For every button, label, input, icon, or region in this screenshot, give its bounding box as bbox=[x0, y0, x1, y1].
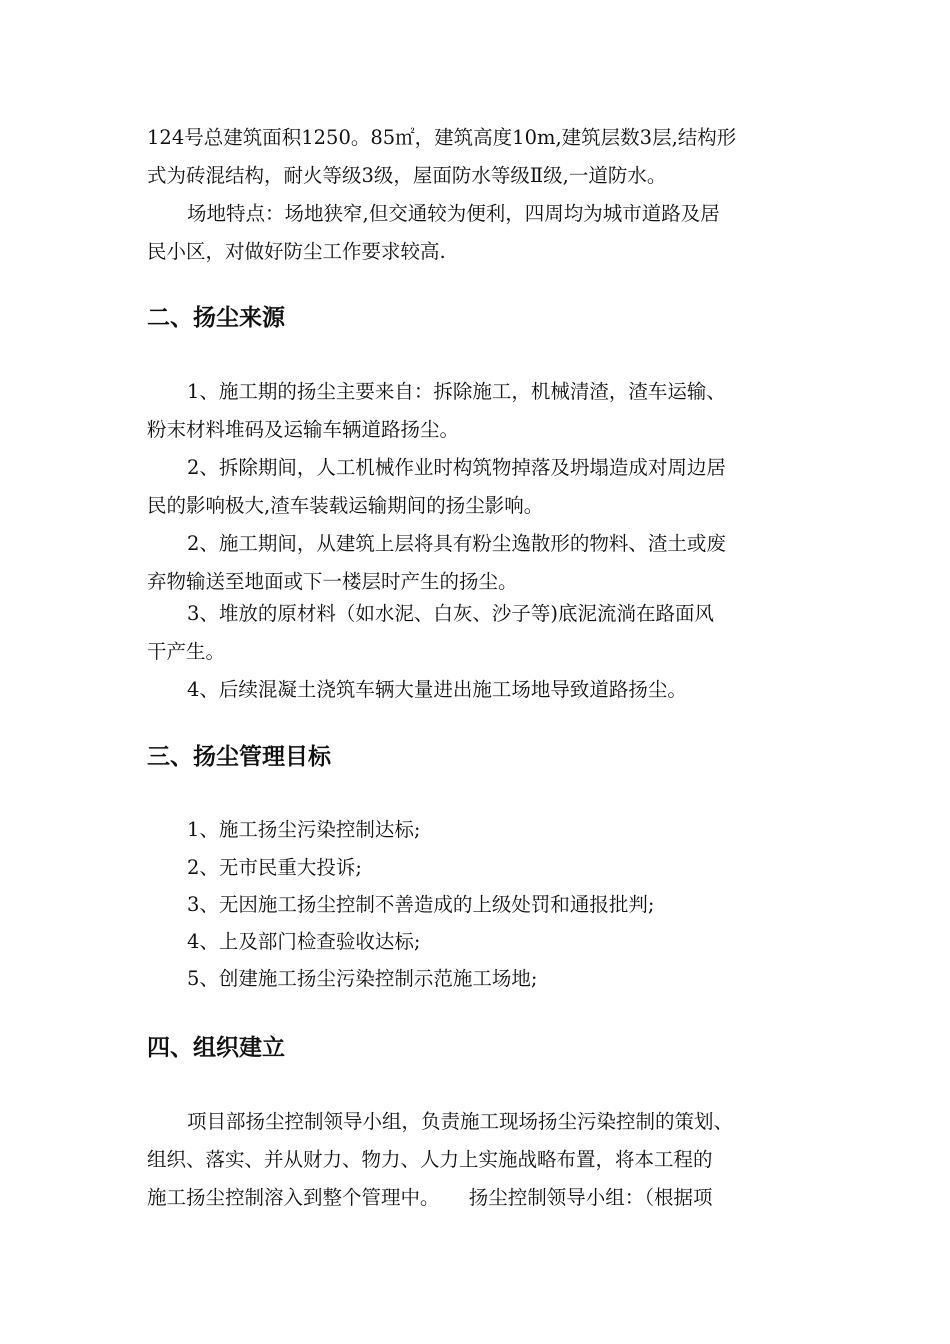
intro-line-3: 场地特点：场地狭窄,但交通较为便利，四周均为城市道路及居 bbox=[187, 202, 720, 225]
section2-line-5: 2、施工期间，从建筑上层将具有粉尘逸散形的物料、渣土或废 bbox=[187, 532, 726, 555]
goal-item-1: 1、施工扬尘污染控制达标; bbox=[187, 818, 421, 841]
intro-line-1: 124号总建筑面积1250。85㎡，建筑高度10m,建筑层数3层,结构形 bbox=[147, 126, 737, 149]
section2-line-8: 干产生。 bbox=[147, 640, 226, 663]
section2-line-7: 3、堆放的原材料（如水泥、白灰、沙子等)底泥流淌在路面风 bbox=[187, 602, 715, 625]
section2-line-3: 2、拆除期间，人工机械作业时构筑物掉落及坍塌造成对周边居 bbox=[187, 456, 726, 479]
section2-line-2: 粉末材料堆码及运输车辆道路扬尘。 bbox=[147, 418, 460, 441]
section2-line-6: 弃物输送至地面或下一楼层时产生的扬尘。 bbox=[147, 570, 518, 593]
goal-item-3: 3、无因施工扬尘控制不善造成的上级处罚和通报批判; bbox=[187, 893, 655, 916]
section2-line-4: 民的影响极大,渣车装载运输期间的扬尘影响。 bbox=[147, 494, 544, 517]
section4-line-1: 项目部扬尘控制领导小组，负责施工现场扬尘污染控制的策划、 bbox=[187, 1110, 734, 1133]
section-heading-management-goals: 三、扬尘管理目标 bbox=[147, 744, 331, 770]
goal-item-2: 2、无市民重大投诉; bbox=[187, 856, 362, 879]
section2-line-1: 1、施工期的扬尘主要来自：拆除施工，机械清渣，渣车运输、 bbox=[187, 380, 726, 403]
section4-line-3: 施工扬尘控制溶入到整个管理中。 扬尘控制领导小组：（根据项 bbox=[147, 1186, 713, 1209]
intro-line-2: 式为砖混结构，耐火等级3级，屋面防水等级Ⅱ级,一道防水。 bbox=[147, 164, 667, 187]
goal-item-5: 5、创建施工扬尘污染控制示范施工场地; bbox=[187, 967, 538, 990]
goal-item-4: 4、上及部门检查验收达标; bbox=[187, 930, 421, 953]
section-heading-dust-sources: 二、扬尘来源 bbox=[147, 305, 285, 331]
section-heading-organization: 四、组织建立 bbox=[147, 1035, 285, 1061]
section4-line-2: 组织、落实、并从财力、物力、人力上实施战略布置，将本工程的 bbox=[147, 1148, 713, 1171]
section2-line-9: 4、后续混凝土浇筑车辆大量进出施工场地导致道路扬尘。 bbox=[187, 678, 687, 701]
intro-line-4: 民小区，对做好防尘工作要求较高. bbox=[147, 240, 446, 263]
